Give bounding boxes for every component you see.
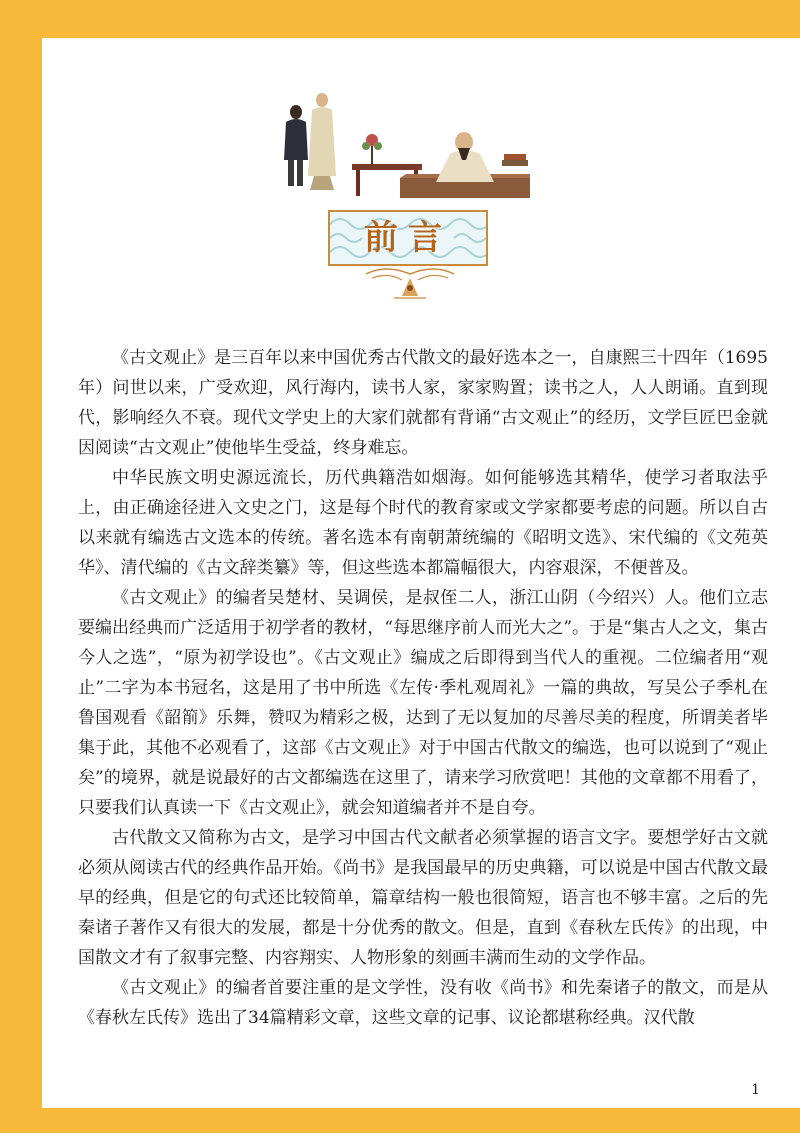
paragraph-5: 《古文观止》的编者首要注重的是文学性，没有收《尚书》和先秦诸子的散文，而是从《春秋左氏传》选出了34篇精彩文章，这些文章的记事、议论都堪称经典。汉代散 xyxy=(78,978,768,1028)
paragraph-3: 《古文观止》的编者吴楚材、吴调侯，是叔侄二人，浙江山阴（今绍兴）人。他们立志要编出经典而广泛适用于初学者的教材，“每思继序前人而光大之”。于是“集古人之文，集古今人之选”，“原为初学设也”。《古文观止》编成之后即得到当代人的重视。二位编者用“观止”二字为本书冠名，这是用了书中所选《左传·季札观周礼》一篇的典故，写吴公子季札在鲁国观看《韶箾》乐舞，赞叹为精彩之极，达到了无以复加的尽善尽美的程度，所谓美者毕集于此，其他不必观看了，这部《古文观止》对于中国古代散文的编选，也可以说到了“观止矣”的境界，就是说最好的古文都编选在这里了，请来学习欣赏吧！其他的文章都不用看了，只要我们认真读一下《古文观止》，就会知道编者并不是自夸。 xyxy=(78,588,768,818)
scroll-ornament-decoration xyxy=(358,264,462,304)
page xyxy=(42,38,800,1108)
paragraph-1: 《古文观止》是三百年以来中国优秀古代散文的最好选本之一，自康熙三十四年（1695年）问世以来，广受欢迎，风行海内，读书人家，家家购置；读书之人，人人朗诵。直到现代，影响经久不衰。现代文学史上的大家们就都有背诵“古文观止”的经历，文学巨匠巴金就因阅读“古文观止”使他毕生受益，终身难忘。 xyxy=(78,348,768,458)
title-plaque xyxy=(328,210,488,266)
scholar-illustration xyxy=(280,90,534,200)
paragraph-4: 古代散文又简称为古文，是学习中国古代文献者必须掌握的语言文字。要想学好古文就必须从阅读古代的经典作品开始。《尚书》是我国最早的历史典籍，可以说是中国古代散文最早的经典，但是它的句式还比较简单，篇章结构一般也很简短，语言也不够丰富。之后的先秦诸子著作又有很大的发展，都是十分优秀的散文。但是，直到《春秋左氏传》的出现，中国散文才有了叙事完整、内容翔实、人物形象的刻画丰满而生动的文学作品。 xyxy=(78,828,768,968)
paragraph-2: 中华民族文明史源远流长，历代典籍浩如烟海。如何能够选其精华，使学习者取法乎上，由正确途径进入文史之门，这是每个时代的教育家或文学家都要考虑的问题。所以自古以来就有编选古文选本的传统。著名选本有南朝萧统编的《昭明文选》、宋代编的《文苑英华》、清代编的《古文辞类纂》等，但这些选本都篇幅很大，内容艰深，不便普及。 xyxy=(78,468,768,578)
page-number: 1 xyxy=(751,1082,760,1098)
page-title: 前言 xyxy=(364,218,452,258)
preface-body xyxy=(78,343,768,1033)
